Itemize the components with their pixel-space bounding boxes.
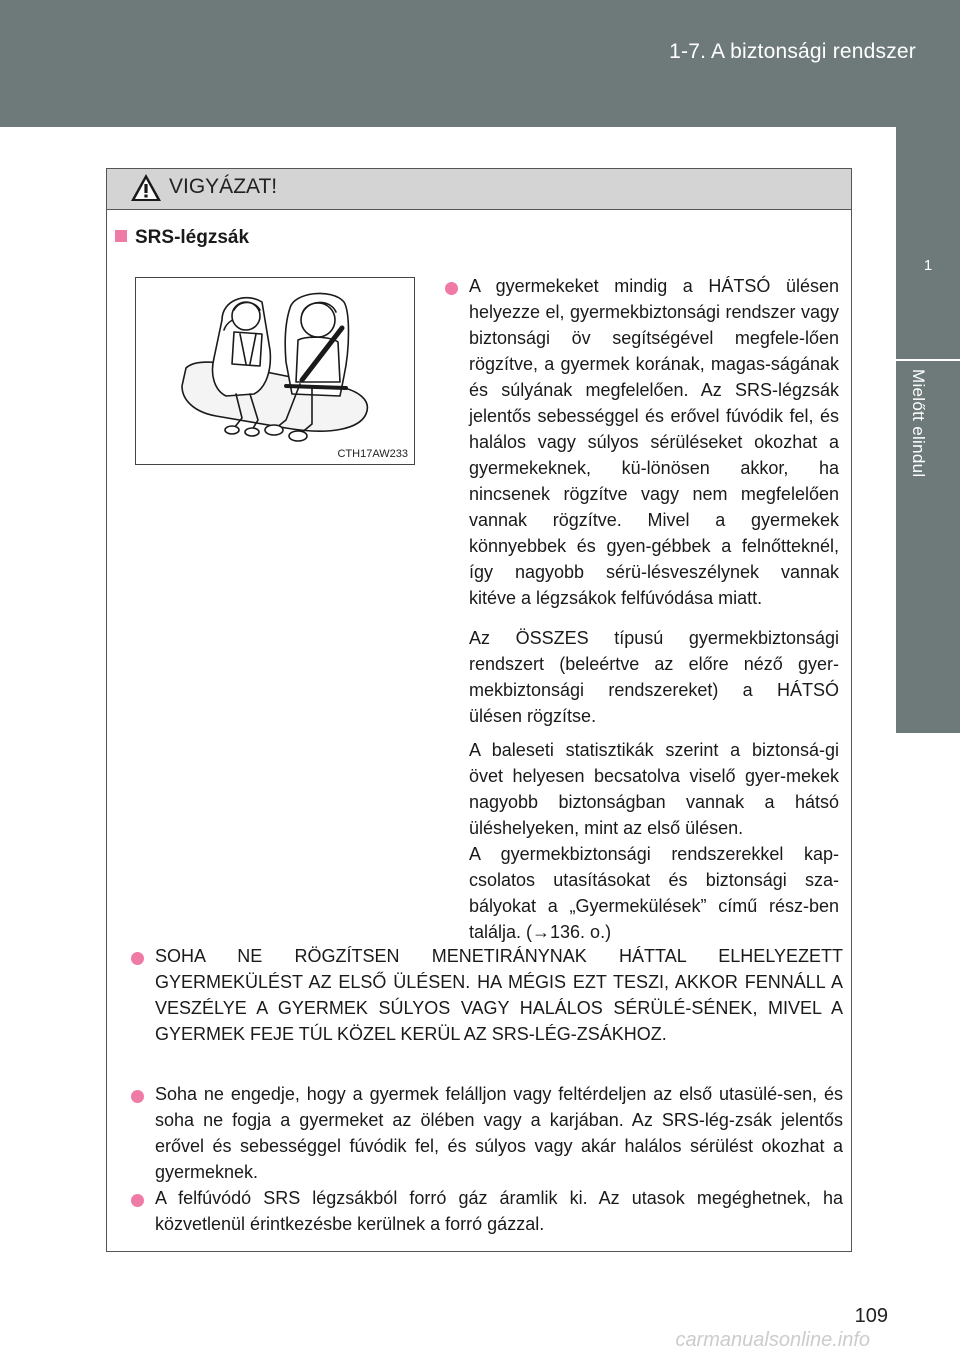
column-paragraph: A gyermekbiztonsági rendszerekkel kap-csolatos utasításokat és biztonsági sza-bályokat a „Gyermekülések” című rész-ben találja. (→136. o.) bbox=[469, 844, 839, 942]
bullet-paragraph: Soha ne engedje, hogy a gyermek felálljon vagy feltérdeljen az első utasülé-sen, és soha ne fogja a gyermeket az ölében vagy a karjában. Az SRS-lég-zsák jelentős erővel és sebességgel fúvódik fel, és súlyos vagy akár halálos sérülést okozhat a gyermeknek. bbox=[155, 1084, 843, 1182]
section-heading-text: SRS-légzsák bbox=[135, 227, 250, 248]
page-header bbox=[0, 0, 960, 127]
column-paragraph: Az ÖSSZES típusú gyermekbiztonsági rendszert (beleértve az előre néző gyer-mekbiztonsági rendszereket) a HÁTSÓ ülésen rögzítse. bbox=[469, 628, 839, 726]
chapter-tab bbox=[896, 127, 960, 359]
watermark-text: carmanualsonline.info bbox=[675, 1329, 870, 1351]
watermark bbox=[0, 1326, 960, 1352]
chapter-number: 1 bbox=[923, 257, 933, 274]
column-paragraph: A baleseti statisztikák szerint a biztonsá-gi övet helyesen becsatolva viselő gyer-mekek nagyobb biztonságban vannak a hátsó üléshelyeken, mint az első ülésen. bbox=[469, 740, 839, 838]
warning-box bbox=[106, 168, 852, 1252]
bullet-dot-icon bbox=[131, 1194, 144, 1207]
page-number: 109 bbox=[854, 1305, 888, 1327]
section-heading bbox=[115, 227, 249, 249]
bullet-dot-icon bbox=[445, 282, 458, 295]
figure-code: CTH17AW233 bbox=[337, 448, 408, 460]
child-seat-illustration bbox=[135, 277, 415, 465]
warning-header bbox=[107, 169, 851, 210]
bullet-dot-icon bbox=[131, 1090, 144, 1103]
bullet-paragraph: A felfúvódó SRS légzsákból forró gáz áramlik ki. Az utasok megéghetnek, ha közvetlenül érintkezésbe kerülnek a forró gázzal. bbox=[155, 1188, 843, 1234]
chapter-title: 1-7. A biztonsági rendszer bbox=[669, 40, 916, 63]
bullet-dot-icon bbox=[131, 952, 144, 965]
child-seat-drawing bbox=[136, 278, 414, 464]
bullet-paragraph: SOHA NE RÖGZÍTSEN MENETIRÁNYNAK HÁTTAL ELHELYEZETT GYERMEKÜLÉST AZ ELSŐ ÜLÉSEN. HA MÉGIS EZT TESZI, AKKOR FENNÁLL A VESZÉLYE A GYERMEK SÚLYOS VAGY HALÁLOS SÉRÜLÉ-SÉNEK, MIVEL A GYERMEK FEJE TÚL KÖZEL KERÜL AZ SRS-LÉG-ZSÁKHOZ. bbox=[155, 946, 843, 1044]
column-paragraph: A gyermekeket mindig a HÁTSÓ ülésen helyezze el, gyermekbiztonsági rendszer vagy biztonsági öv segítségével megfele-lően rögzítve, a gyermek korának, magas-ságának és súlyának megfelelően. Az SRS-légzsák jelentős sebességgel és erővel fúvódik fel, és halálos vagy súlyos sérüléseket okozhat a gyermekeknek, kü-lönösen akkor, ha nincsenek rögzítve vagy nem megfelelően vannak rögzítve. Mivel a gyermekek könnyebbek és gyen-gébbek a felnőtteknél, így nagyobb sérü-lésveszélynek vannak kitéve a légzsákok felfúvódása miatt. bbox=[469, 276, 839, 608]
warning-title: VIGYÁZAT! bbox=[169, 175, 278, 198]
chapter-tab-label-area bbox=[896, 361, 960, 733]
warning-triangle-icon bbox=[129, 172, 163, 204]
chapter-label: Mielőtt elindul bbox=[909, 369, 928, 478]
square-bullet-icon bbox=[115, 230, 127, 242]
watermark-logo bbox=[0, 1326, 960, 1352]
